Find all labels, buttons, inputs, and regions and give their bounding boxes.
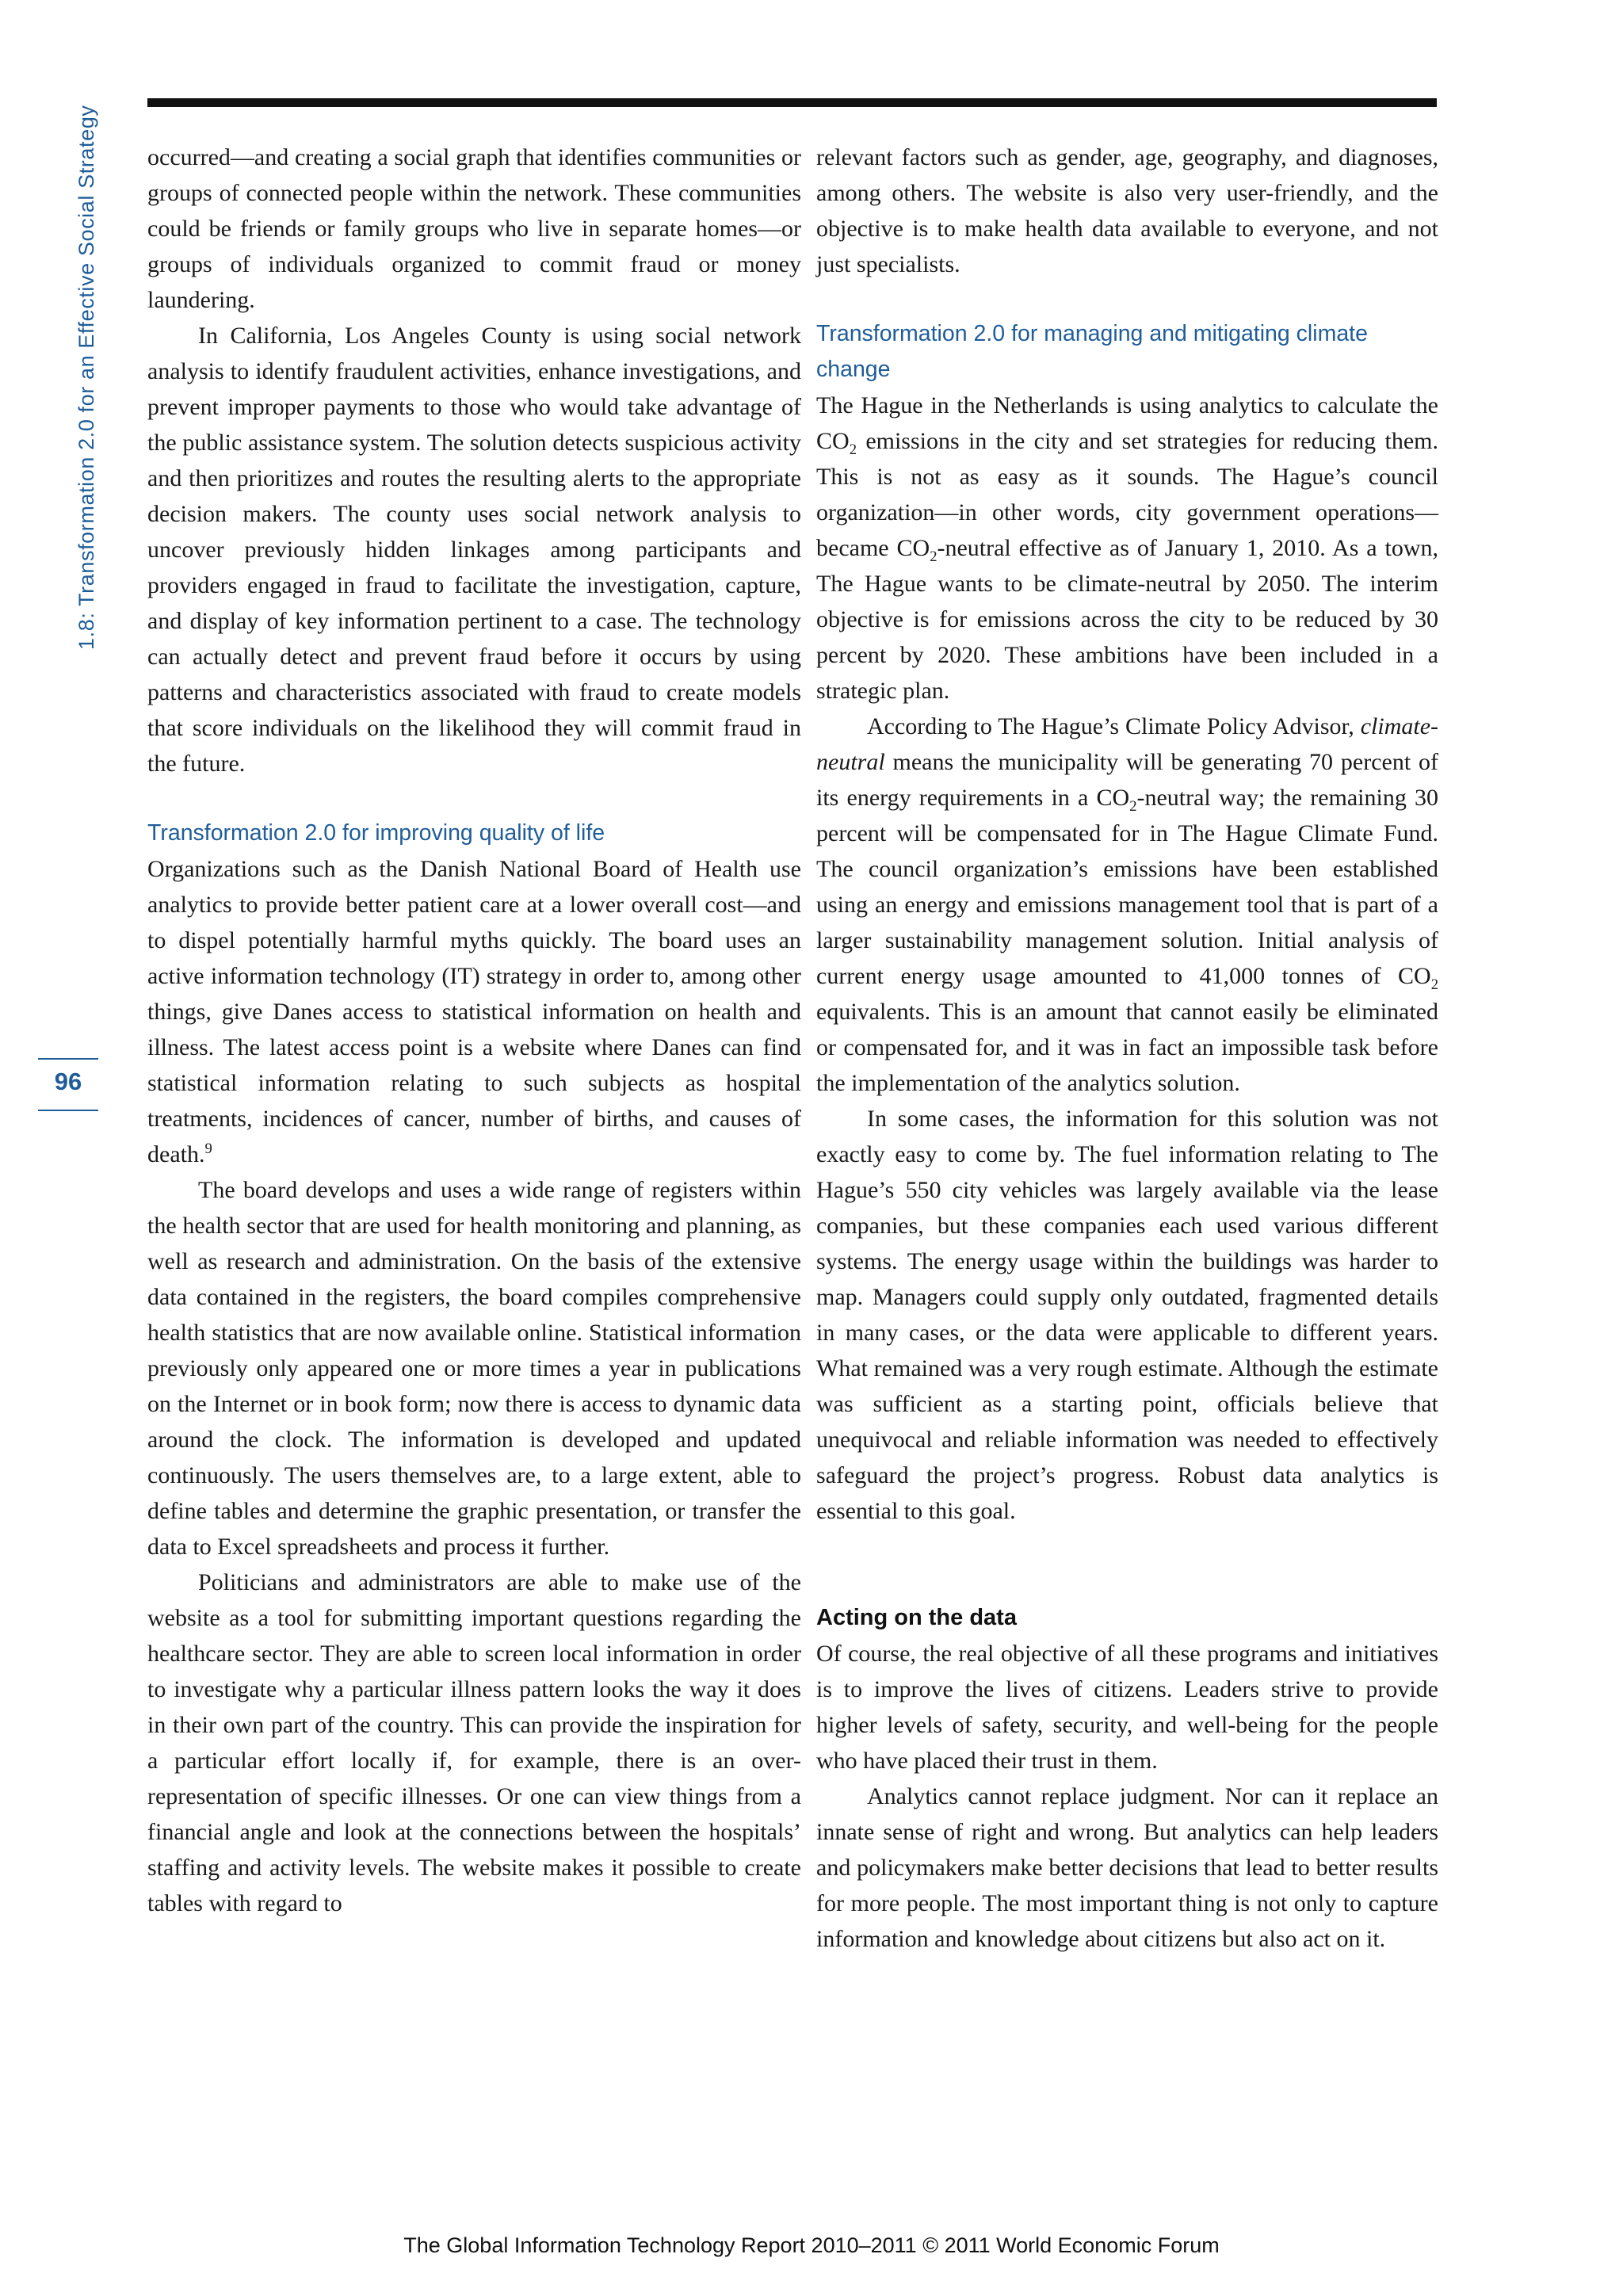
paragraph-relevant-factors: relevant factors such as gender, age, geography, and diagnoses, among others. The website is also very user-friendly, and the objective is to make health data available to everyone, and not just specialists. <box>816 144 1438 277</box>
co2-label: CO <box>816 428 850 454</box>
paragraph-real-objective: Of course, the real objective of all these programs and initiatives is to improve the lives of citizens. Leaders strive to provide higher levels of safety, security, and well-being for the people who have placed their trust in them. <box>816 1641 1438 1774</box>
page-number-rule-top <box>38 1058 98 1060</box>
text-run: -neutral effective as of January 1, 2010. As a town, The Hague wants to be climate-neutral by 2050. The interim objective is for emissions across the city to be reduced by 30 percent by 2020. These ambitions have been included in a strategic plan. <box>816 535 1438 704</box>
paragraph-analytics-judgment: Analytics cannot replace judgment. Nor can it replace an innate sense of right and wrong. But analytics can help leaders and policymakers make better decisions that lead to better results for more people. The most important thing is not only to capture information and knowledge about citizens but also act on it. <box>816 1783 1438 1952</box>
right-column <box>816 139 1438 1957</box>
paragraph-climate-policy-advisor <box>816 709 1438 1101</box>
paragraph-information-sources: In some cases, the information for this solution was not exactly easy to come by. The fuel information relating to The Hague’s 550 city vehicles was largely available via the lease companies, but these companies each used various different systems. The energy usage within the buildings was harder to map. Managers could supply only outdated, fragmented details in many cases, or the data were applicable to different years. What remained was a very rough estimate. Although the estimate was sufficient as a starting point, officials believe that unequivocal and reliable information was needed to effectively safeguard the project’s progress. Robust data analytics is essential to this goal. <box>816 1106 1438 1524</box>
co2-label: CO <box>896 535 930 561</box>
paragraph-politicians: Politicians and administrators are able to make use of the website as a tool for submitting important questions regarding the healthcare sector. They are able to screen local information in order to investigate why a particular illness pattern looks the way it does in their own part of the country. This can provide the inspiration for a particular effort locally if, for example, there is an over-representation of specific illnesses. Or one can view things from a financial angle and look at the connections between the hospitals’ staffing and activity levels. The website makes it possible to create tables with regard to <box>147 1569 801 1916</box>
page-number: 96 <box>54 1068 82 1095</box>
co2-subscript: 2 <box>930 548 938 565</box>
co2-subscript: 2 <box>1430 976 1438 993</box>
text-run: equivalents. This is an amount that cannot easily be eliminated or compensated for, and it was in fact an impossible task before the implementation of the analytics solution. <box>816 999 1438 1096</box>
top-rule <box>147 98 1437 107</box>
paragraph-los-angeles: In California, Los Angeles County is using social network analysis to identify fraudulent activities, enhance investigations, and prevent improper payments to those who would take advantage of the public assistance system. The solution detects suspicious activity and then prioritizes and routes the resulting alerts to the appropriate decision makers. The county uses social network analysis to uncover previously hidden linkages among participants and providers engaged in fraud to facilitate the investigation, capture, and display of key information pertinent to a case. The technology can actually detect and prevent fraud before it occurs by using patterns and characteristics associated with fraud to create models that score individuals on the likelihood they will commit fraud in the future. <box>147 323 801 777</box>
paragraph-registers: The board develops and uses a wide range of registers within the health sector that are used for health monitoring and planning, as well as research and administration. On the basis of the extensive data contained in the registers, the board compiles comprehensive health statistics that are now available online. Statistical information previously only appeared one or more times a year in publications on the Internet or in book form; now there is access to dynamic data around the clock. The information is developed and updated continuously. The users themselves are, to a large extent, able to define tables and determine the graphic presentation, or transfer the data to Excel spreadsheets and process it further. <box>147 1177 801 1560</box>
text-run: The Hague in the Netherlands is using analytics to calculate the <box>816 392 1438 418</box>
co2-label: CO <box>1096 785 1130 811</box>
left-column <box>147 139 801 1921</box>
page-number-rule-bottom <box>38 1110 98 1111</box>
chapter-running-title: 1.8: Transformation 2.0 for an Effective Social Strategy <box>74 105 98 650</box>
text-run: emissions in the city and set strategies for reducing them. This is not as easy as it sounds. The Hague’s council organization—in other words, city government operations—became <box>816 428 1438 561</box>
footnote-marker: 9 <box>204 1140 212 1157</box>
emphasis-term: climate-neutral <box>816 713 1438 775</box>
text-run: -neutral way; the remaining 30 percent will be compensated for in The Hague Climate Fund. The council organization’s emissions have been established using an energy and emissions management tool that is part of a larger sustainability management solution. Initial analysis of current energy usage amounted to 41,000 tonnes of <box>816 785 1439 989</box>
paragraph-the-hague <box>816 388 1438 709</box>
text-run: According to The Hague’s Climate Policy Advisor, <box>867 713 1361 739</box>
heading-climate-change: Transformation 2.0 for managing and mitigating climate change <box>816 321 1368 382</box>
co2-subscript: 2 <box>1129 798 1137 815</box>
co2-subscript: 2 <box>849 441 857 458</box>
co2-label: CO <box>1398 963 1431 989</box>
paragraph-danish-board <box>147 851 801 1172</box>
heading-acting-on-data: Acting on the data <box>816 1605 1017 1630</box>
heading-quality-of-life: Transformation 2.0 for improving quality of life <box>147 820 605 846</box>
page-footer: The Global Information Technology Report 2010–2011 © 2011 World Economic Forum <box>403 2233 1220 2257</box>
paragraph-social-graph: occurred—and creating a social graph that identifies communities or groups of connected people within the network. These communities could be friends or family groups who live in separate homes—or groups of individuals organized to commit fraud or money laundering. <box>147 144 801 313</box>
text-run: means the municipality will be generating 70 percent of its energy requirements in a <box>816 749 1438 811</box>
paragraph-danish-board-text: Organizations such as the Danish National Board of Health use analytics to provide better patient care at a lower overall cost—and to dispel potentially harmful myths quickly. The board uses an active information technology (IT) strategy in order to, among other things, give Danes access to statistical information on health and illness. The latest access point is a website where Danes can find statistical information relating to such subjects as hospital treatments, incidences of cancer, number of births, and causes of death. <box>147 856 801 1167</box>
